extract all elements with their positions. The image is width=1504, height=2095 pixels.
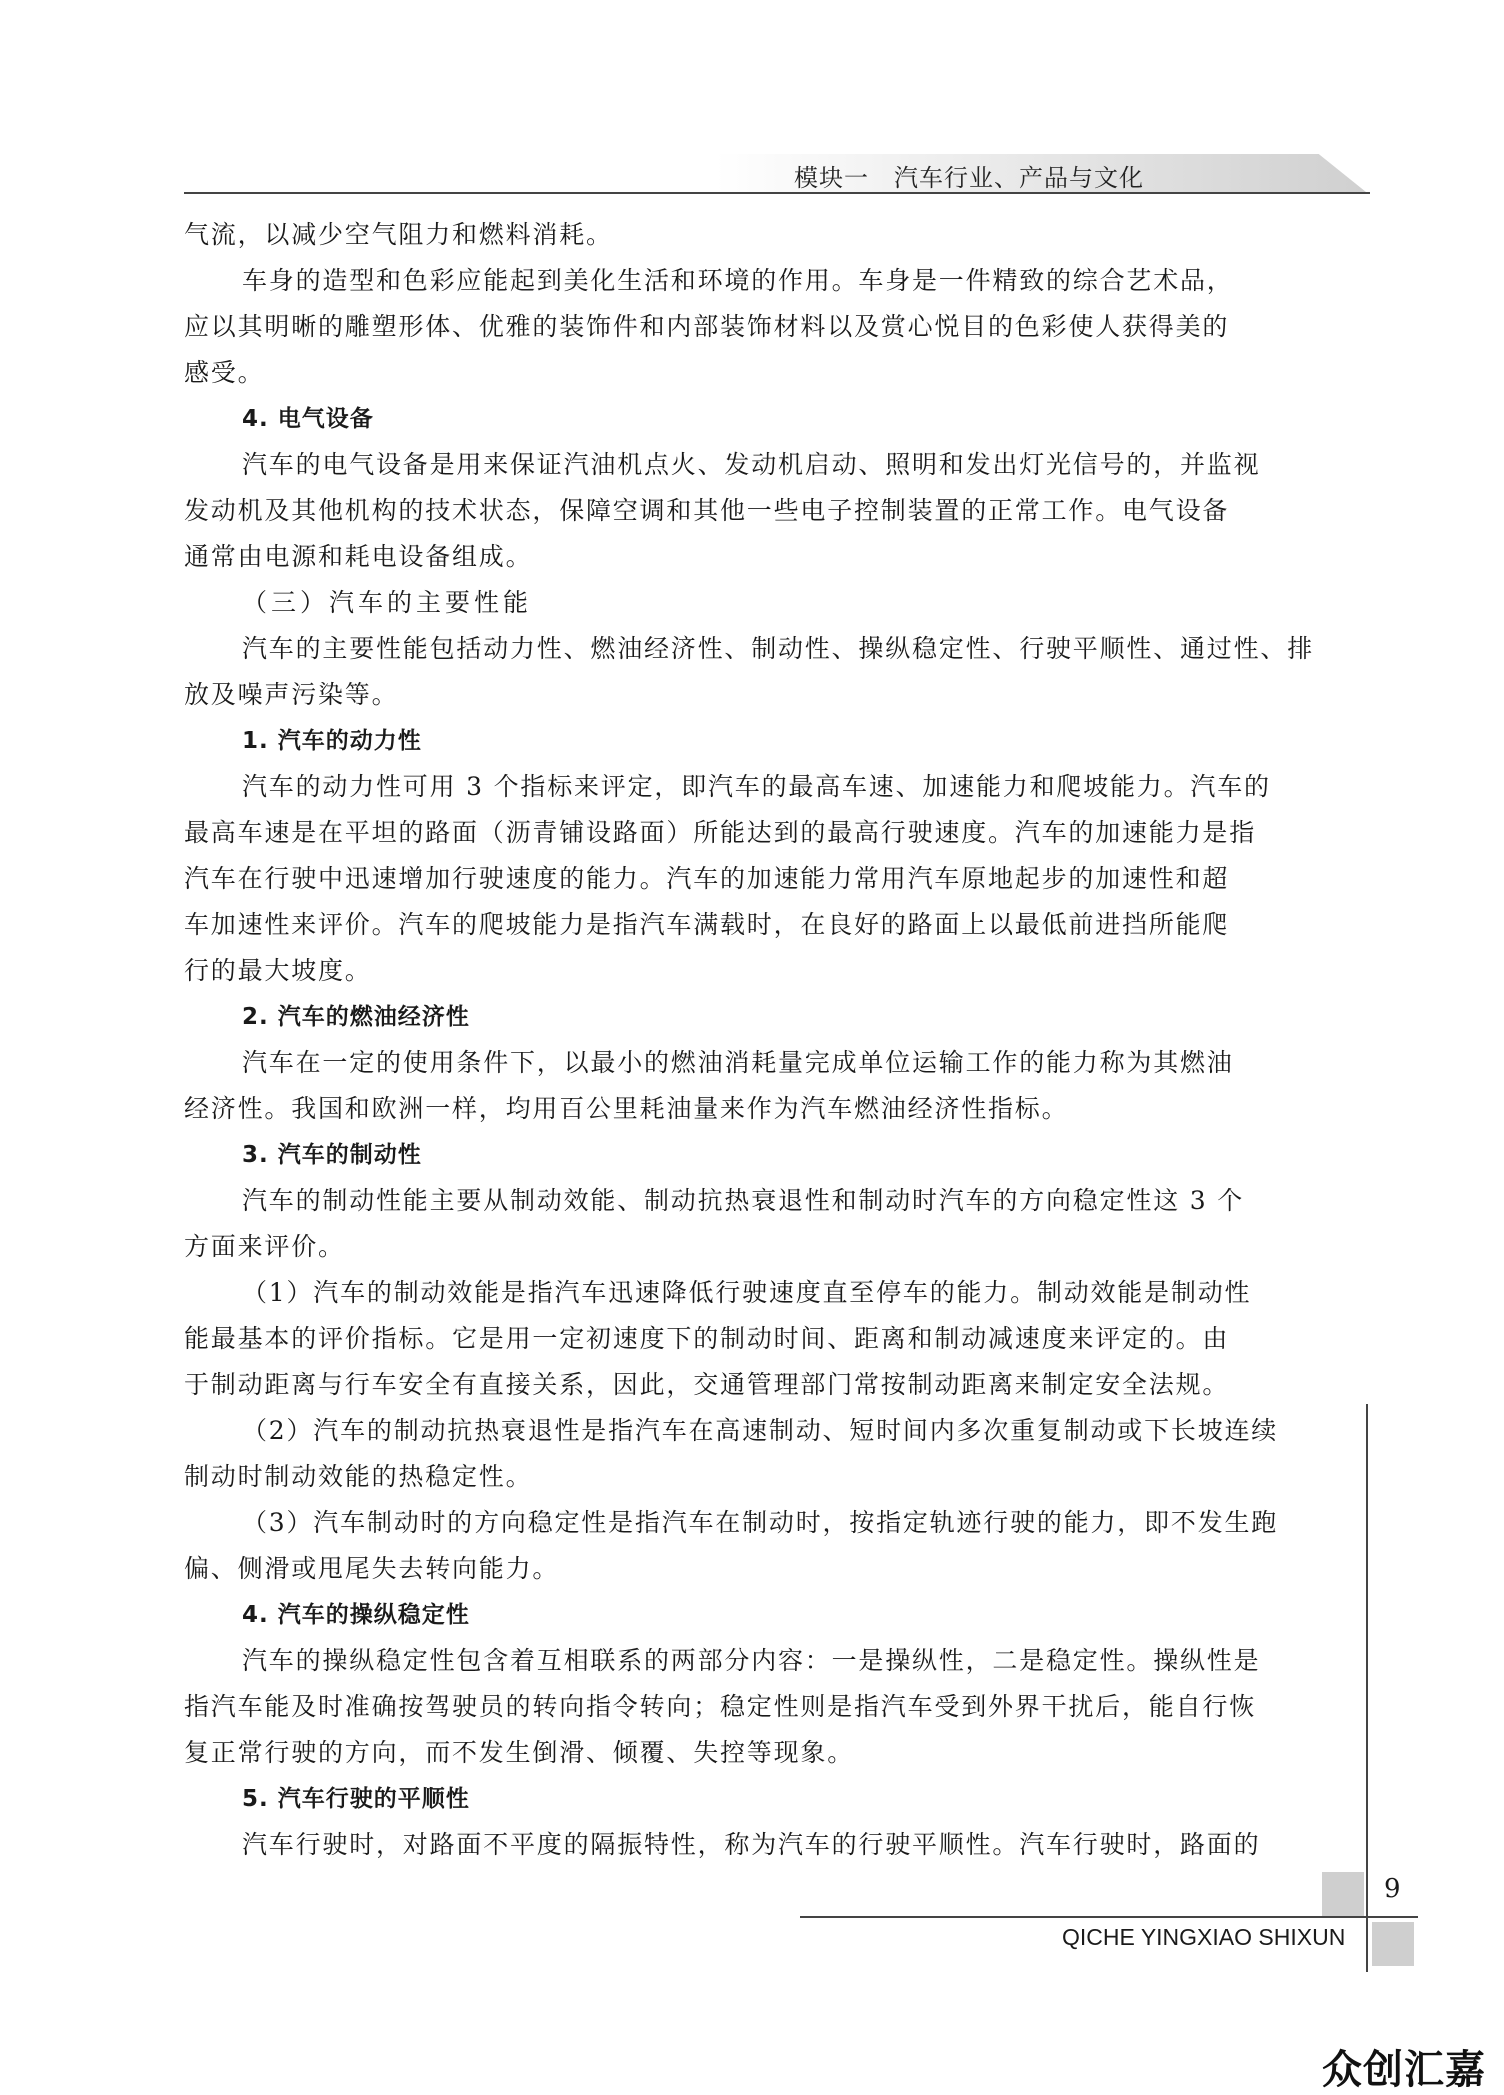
section-heading: 3. 汽车的制动性 [242, 1142, 422, 1168]
paragraph-line: 汽车的动力性可用 3 个指标来评定，即汽车的最高车速、加速能力和爬坡能力。汽车的 [242, 772, 1271, 801]
paragraph-line: 经济性。我国和欧洲一样，均用百公里耗油量来作为汽车燃油经济性指标。 [184, 1094, 1069, 1123]
header-band [184, 154, 1366, 192]
section-heading: 1. 汽车的动力性 [242, 728, 422, 754]
paragraph-line: 汽车的主要性能包括动力性、燃油经济性、制动性、操纵稳定性、行驶平顺性、通过性、排 [242, 634, 1315, 663]
paragraph-line: 汽车在一定的使用条件下，以最小的燃油消耗量完成单位运输工作的能力称为其燃油 [242, 1048, 1234, 1077]
page-body [184, 212, 1320, 1868]
paragraph-line: 放及噪声污染等。 [184, 680, 399, 709]
paragraph-line: 车加速性来评价。汽车的爬坡能力是指汽车满载时，在良好的路面上以最低前进挡所能爬 [184, 910, 1230, 939]
paragraph-line: 方面来评价。 [184, 1232, 345, 1261]
section-heading: 2. 汽车的燃油经济性 [242, 1004, 470, 1030]
paragraph-line: 通常由电源和耗电设备组成。 [184, 542, 533, 571]
paragraph-line: 感受。 [184, 358, 265, 387]
paragraph-line: 行的最大坡度。 [184, 956, 372, 985]
paragraph-line: 复正常行驶的方向，而不发生倒滑、倾覆、失控等现象。 [184, 1738, 855, 1767]
paragraph-line: 最高车速是在平坦的路面（沥青铺设路面）所能达到的最高行驶速度。汽车的加速能力是指 [184, 818, 1257, 847]
page-number-box [1322, 1872, 1364, 1916]
paragraph-line: 发动机及其他机构的技术状态，保障空调和其他一些电子控制装置的正常工作。电气设备 [184, 496, 1230, 525]
paragraph-line: 应以其明晰的雕塑形体、优雅的装饰件和内部装饰材料以及赏心悦目的色彩使人获得美的 [184, 312, 1230, 341]
paragraph-line: 汽车的操纵稳定性包含着互相联系的两部分内容：一是操纵性，二是稳定性。操纵性是 [242, 1646, 1261, 1675]
paragraph-line: 车身的造型和色彩应能起到美化生活和环境的作用。车身是一件精致的综合艺术品， [242, 266, 1234, 295]
footer-corner-box [1372, 1922, 1414, 1966]
footer-vertical-rule [1366, 1404, 1368, 1972]
paragraph-line: 指汽车能及时准确按驾驶员的转向指令转向；稳定性则是指汽车受到外界干扰后，能自行恢 [184, 1692, 1257, 1721]
paragraph-line: 气流，以减少空气阻力和燃料消耗。 [184, 220, 613, 249]
running-header-title: 模块一 汽车行业、产品与文化 [794, 164, 1144, 192]
watermark-logo: 众创汇嘉 [1322, 2047, 1486, 2093]
footer-rule [800, 1916, 1418, 1918]
footer-series-title: QICHE YINGXIAO SHIXUN [1062, 1924, 1346, 1950]
paragraph-line: 于制动距离与行车安全有直接关系，因此，交通管理部门常按制动距离来制定安全法规。 [184, 1370, 1230, 1399]
chapter-subheading: （三）汽车的主要性能 [242, 588, 533, 617]
paragraph-line: 汽车行驶时，对路面不平度的隔振特性，称为汽车的行驶平顺性。汽车行驶时，路面的 [242, 1830, 1261, 1859]
paragraph-line: 汽车的电气设备是用来保证汽油机点火、发动机启动、照明和发出灯光信号的，并监视 [242, 450, 1261, 479]
section-heading: 5. 汽车行驶的平顺性 [242, 1786, 470, 1812]
page-number: 9 [1384, 1874, 1401, 1904]
paragraph-line: 能最基本的评价指标。它是用一定初速度下的制动时间、距离和制动减速度来评定的。由 [184, 1324, 1230, 1353]
paragraph-line: 汽车在行驶中迅速增加行驶速度的能力。汽车的加速能力常用汽车原地起步的加速性和超 [184, 864, 1230, 893]
header-rule [184, 192, 1370, 194]
section-heading: 4. 电气设备 [242, 406, 374, 432]
paragraph-line: 偏、侧滑或甩尾失去转向能力。 [184, 1554, 560, 1583]
paragraph-line: （1）汽车的制动效能是指汽车迅速降低行驶速度直至停车的能力。制动效能是制动性 [242, 1278, 1252, 1307]
paragraph-line: （2）汽车的制动抗热衰退性是指汽车在高速制动、短时间内多次重复制动或下长坡连续 [242, 1416, 1279, 1445]
paragraph-line: （3）汽车制动时的方向稳定性是指汽车在制动时，按指定轨迹行驶的能力，即不发生跑 [242, 1508, 1279, 1537]
paragraph-line: 制动时制动效能的热稳定性。 [184, 1462, 533, 1491]
section-heading: 4. 汽车的操纵稳定性 [242, 1602, 470, 1628]
paragraph-line: 汽车的制动性能主要从制动效能、制动抗热衰退性和制动时汽车的方向稳定性这 3 个 [242, 1186, 1245, 1215]
